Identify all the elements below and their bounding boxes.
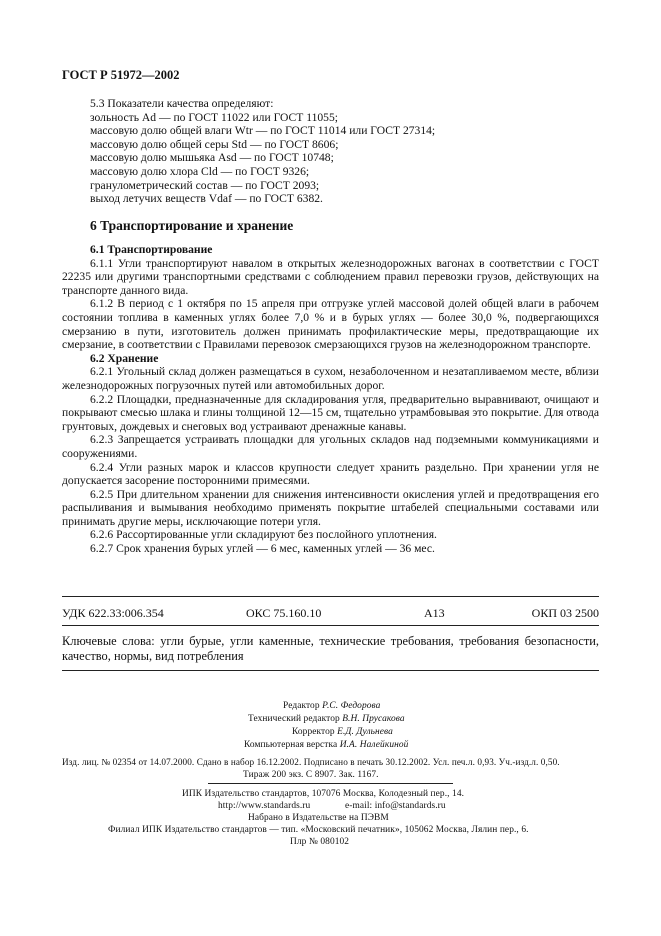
section-6: [62, 218, 599, 234]
quality-item: массовую долю хлора Cld — по ГОСТ 9326;: [90, 164, 310, 178]
quality-item: гранулометрический состав — по ГОСТ 2093;: [90, 178, 320, 192]
quality-item: зольность Ad — по ГОСТ 11022 или ГОСТ 11055;: [90, 110, 338, 124]
okp-code: ОКП 03 2500: [531, 606, 599, 620]
subsection-title: 6.1 Транспортирование: [90, 243, 213, 256]
short-divider: [208, 783, 453, 784]
paragraph-6-1-2: 6.1.2 В период с 1 октября по 15 апреля при отгрузке углей массовой долей общей влаги в рабочем состоянии топлива в каменных углях более 7,0 % и в бурых углях — более 30,0 %, подвергающихся смерзанию в пути, изготовитель должен принимать профилактические меры, предотвращающие их смерзание, в соответствии с Правилами перевозок смерзающихся грузов на железнодорожном транспорте.: [62, 297, 599, 352]
divider: [62, 670, 599, 671]
divider: [62, 596, 599, 597]
paragraph-6-2-1: 6.2.1 Угольный склад должен размещаться в сухом, незаболоченном и незатапливаемом месте, вблизи железнодорожных погрузочных путей или автомобильных дорог.: [62, 365, 599, 392]
subsection-title: 6.2 Хранение: [90, 351, 159, 365]
imprint-line-1: Изд. лиц. № 02354 от 14.07.2000. Сдано в набор 16.12.2002. Подписано в печать 30.12.2002. Усл. печ.л. 0,93. Уч.-изд.л. 0,50.: [62, 757, 560, 767]
quality-item: массовую долю общей влаги Wtr — по ГОСТ 11014 или ГОСТ 27314;: [90, 124, 436, 138]
udk-code: УДК 622.33:006.354: [62, 606, 164, 620]
quality-item: выход летучих веществ Vdaf — по ГОСТ 6382.: [90, 192, 323, 206]
paragraph-6-2-6: 6.2.6 Рассортированные угли складируют без послойного уплотнения.: [90, 528, 437, 542]
divider: [62, 625, 599, 626]
a-code: А13: [424, 606, 445, 620]
paragraph-6-2-4: 6.2.4 Угли разных марок и классов крупности следует хранить раздельно. При хранении угля не допускается засорение посторонними примесями.: [62, 460, 599, 488]
paragraph-6-1-1: 6.1.1 Угли транспортируют навалом в открытых железнодорожных вагонах в соответствии с ГОСТ 22235 или другими транспортными средствами с соблюдением правил перевозки грузов, действующих на транспорте данного вида.: [62, 256, 599, 297]
oks-code: ОКС 75.160.10: [246, 606, 322, 620]
license-number: Плр № 080102: [290, 837, 350, 847]
quality-item: массовую долю общей серы Std — по ГОСТ 8606;: [90, 137, 339, 151]
keywords: Ключевые слова: угли бурые, угли каменные, технические требования, требования безопасности, качество, нормы, вид потребления: [62, 634, 599, 663]
imprint-line-2: Тираж 200 экз. С 8907. Зак. 1167.: [243, 770, 379, 780]
credit-corrector: Корректор Е.Д. Дульнева: [292, 727, 393, 737]
typeset-note: Набрано в Издательстве на ПЭВМ: [248, 813, 389, 823]
paragraph-6-2-5: 6.2.5 При длительном хранении для снижения интенсивности окисления углей и предотвращения его распыливания и вымывания необходимо применять покрытие штабелей специальными составами или принимать другие меры, исключающие потери угля.: [62, 487, 599, 528]
quality-section: [62, 97, 599, 206]
publisher-address: ИПК Издательство стандартов, 107076 Москва, Колодезный пер., 14.: [182, 789, 465, 799]
credit-tech-editor: Технический редактор В.Н. Прусакова: [248, 714, 405, 724]
credit-layout: Компьютерная верстка И.А. Налейкиной: [244, 740, 409, 750]
print-branch: Филиал ИПК Издательство стандартов — тип. «Московский печатник», 105062 Москва, Лялин пер., 6.: [108, 825, 529, 835]
publisher-website[interactable]: http://www.standards.ru: [218, 801, 311, 811]
document-code: ГОСТ Р 51972—2002: [62, 68, 180, 82]
paragraph-6-2-7: 6.2.7 Срок хранения бурых углей — 6 мес, каменных углей — 36 мес.: [90, 542, 435, 556]
quality-intro: 5.3 Показатели качества определяют:: [90, 97, 274, 110]
section-title: 6 Транспортирование и хранение: [90, 218, 294, 233]
section-6-body: [62, 243, 599, 556]
publisher-email[interactable]: e-mail: info@standards.ru: [345, 801, 446, 811]
quality-item: массовую долю мышьяка Asd — по ГОСТ 10748;: [90, 151, 334, 165]
credit-editor: Редактор Р.С. Федорова: [283, 701, 381, 711]
paragraph-6-2-3: 6.2.3 Запрещается устраивать площадки для угольных складов над подземными коммуникациями и сооружениями.: [62, 433, 599, 460]
paragraph-6-2-2: 6.2.2 Площадки, предназначенные для складирования угля, предварительно выравнивают, очищают и покрывают смесью шлака и глины толщиной 12—15 см, тщательно утрамбовывая это покрытие. Для отвода грунтовых, дождевых и снеговых вод устраивают дренажные канавы.: [62, 392, 599, 433]
